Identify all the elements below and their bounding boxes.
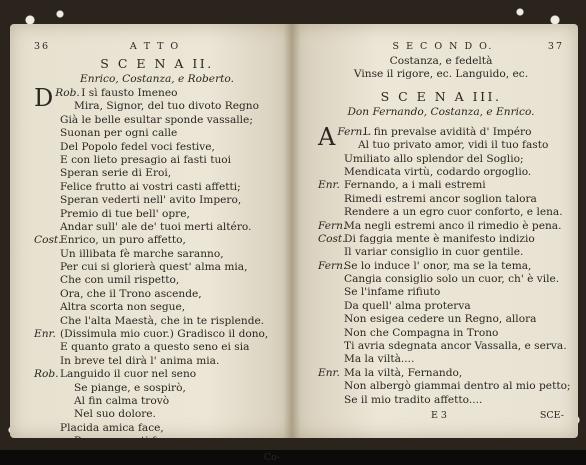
verse-text: Suonan per ogni calle (60, 127, 178, 140)
verse-line (318, 179, 564, 192)
scene-persons: Don Fernando, Costanza, e Enrico. (347, 105, 535, 118)
verse-text: Altra scorta non segue, (60, 301, 186, 314)
catchword: SCE- (539, 409, 564, 421)
verse-lines (318, 122, 571, 407)
right-page (292, 24, 578, 438)
verse-line (318, 394, 564, 407)
scene-title: S C E N A II. (100, 56, 214, 71)
verse-text: Che con umil rispetto, (60, 274, 180, 287)
catchword: Co- (263, 451, 280, 463)
verse-text: Felice frutto ai vostri casti affetti; (60, 180, 241, 193)
verse-text: Cangia consiglio solo un cuor, ch' è vile. (344, 273, 560, 286)
verse-line (34, 328, 280, 341)
running-head: S E C O N D O. (392, 41, 494, 52)
verse-text: (Dissimula mio cuor.) Gradisco il dono, (60, 328, 269, 341)
verse-text: I sì fausto Imeneo (81, 87, 178, 99)
verse-text: E quanto grato a questo seno ei sia (60, 341, 250, 354)
scene-title: S C E N A III. (380, 88, 502, 104)
verse-text: Pace sperar ti fa, (74, 435, 166, 448)
verse-line (34, 221, 280, 234)
verse-line (318, 286, 564, 299)
verse-line (34, 154, 280, 167)
verse-text: Mira, Signor, del tuo divoto Regno (74, 100, 260, 113)
left-page-text (34, 40, 280, 465)
aria-ending (318, 55, 564, 82)
verse-text: Umiliato allo splendor del Soglio; (344, 152, 524, 165)
verse-text: Un illibata fè marche saranno, (60, 247, 224, 260)
verse-line (34, 435, 280, 448)
verse-text: In breve tel dirà l' anima mia. (60, 354, 220, 367)
verse-text: Non esigea cedere un Regno, allora (344, 313, 537, 326)
verse-line (34, 194, 280, 207)
verse-line (318, 300, 564, 313)
verse-line (318, 313, 564, 326)
verse-line (318, 260, 564, 273)
verse-text: Rendere a un egro cuor conforto, e lena. (344, 206, 563, 219)
verse-line (34, 261, 280, 274)
verse-line (34, 208, 280, 221)
speaker-label: Enr. (318, 366, 340, 379)
verse-text: Se il mio tradito affetto.... (344, 393, 483, 406)
verse-text: Fernando, a i mali estremi (344, 179, 486, 192)
verse-text: Ma la viltà, Fernando, (344, 366, 463, 379)
verse-line (34, 248, 280, 261)
verse-line (34, 355, 280, 368)
speaker-label: Cost. (34, 234, 62, 247)
verse-line (318, 55, 564, 68)
verse-line (34, 274, 280, 287)
verse-line (318, 68, 564, 81)
speaker-label: Enr. (34, 328, 56, 341)
verse-text: Speran vederti nell' avito Impero, (60, 194, 242, 207)
speaker-label: Enr. (318, 179, 340, 192)
verse-line (318, 380, 571, 393)
verse-line (318, 353, 564, 366)
verse-line (34, 422, 280, 435)
page-number: 36 (34, 41, 51, 52)
verse-line (318, 340, 567, 353)
verse-text: Nel suo dolore. (74, 408, 156, 421)
verse-text: Del Popolo fedel voci festive, (60, 140, 215, 153)
verse-line (318, 273, 564, 286)
speaker-label: Fern. (337, 125, 366, 138)
verse-text: L fin prevalse avidità d' Impéro (363, 125, 532, 138)
verse-text: Da quell' alma proterva (344, 299, 471, 312)
verse-line (318, 220, 564, 233)
verse-text: Al tuo privato amor, vidi il tuo fasto (358, 139, 549, 152)
speaker-label: Rob. (34, 368, 59, 381)
verse-text: Placida amica face, (60, 421, 164, 434)
verse-line (34, 368, 280, 381)
verse-text: Mendicata virtù, codardo orgoglio. (344, 165, 532, 178)
signature-mark: E 3 (430, 409, 447, 421)
verse-line (34, 341, 280, 354)
verse-line (318, 153, 564, 166)
verse-text: Se lo induce l' onor, ma se la tema, (344, 259, 532, 272)
verse-line (318, 246, 564, 259)
verse-text: Premio di tue bell' opre, (60, 207, 190, 220)
drop-cap: D (34, 84, 54, 112)
speaker-label: Cost. (318, 232, 346, 245)
verse-line (318, 193, 564, 206)
drop-cap: A (318, 122, 336, 151)
verse-text: Di faggia mente è manifesto indizio (344, 232, 535, 245)
verse-line (34, 382, 280, 395)
speaker-label: Rob. (55, 87, 80, 99)
verse-text: Che l'alta Maestà, che in te risplende. (60, 314, 265, 327)
verse-text: Al fin calma trovò (74, 394, 170, 407)
verse-line (34, 288, 280, 301)
verse-text: Speran serie di Eroi, (60, 167, 172, 180)
verse-line (34, 181, 280, 194)
verse-text: Se l'infame rifiuto (344, 286, 441, 299)
verse-text: Ti avria sdegnata ancor Vassalla, e serva. (344, 340, 567, 353)
speaker-label: Fern. (318, 219, 347, 232)
verse-text: Ma negli estremi anco il rimedio è pena. (344, 219, 562, 232)
verse-text: Non albergò giammai dentro al mio petto; (344, 380, 571, 393)
verse-text: Per cui si glorierà quest' alma mia, (60, 261, 248, 274)
scene-persons: Enrico, Costanza, e Roberto. (80, 73, 234, 85)
speaker-label: Fern. (318, 259, 347, 272)
verse-line (34, 234, 280, 247)
verse-line (34, 395, 280, 408)
verse-text: Languido il cuor nel seno (60, 368, 197, 381)
verse-line (318, 327, 564, 340)
verse-line (34, 408, 280, 421)
verse-line (34, 114, 280, 127)
right-header (318, 40, 564, 55)
verse-line (34, 127, 280, 140)
verse-line (34, 141, 280, 154)
verse-line (318, 139, 564, 152)
verse-text: E con lieto presagio ai fasti tuoi (60, 153, 232, 166)
verse-line (34, 301, 280, 314)
verse-text: Il variar consiglio in cuor gentile. (344, 246, 524, 259)
right-page-text (318, 40, 571, 423)
page-number: 37 (547, 41, 564, 52)
verse-text: Costanza, e fedeltà (389, 55, 493, 67)
verse-line (318, 367, 564, 380)
verse-line (34, 167, 280, 180)
verse-text: Ma la viltà.... (344, 353, 415, 366)
verse-line (34, 315, 280, 328)
verse-text: Vinse il rigore, ec. Languido, ec. (353, 68, 529, 81)
verse-lines (34, 84, 280, 449)
right-footer (318, 409, 564, 423)
verse-line (318, 166, 564, 179)
verse-line (318, 233, 564, 246)
verse-text: Enrico, un puro affetto, (60, 234, 186, 247)
verse-text: Già le belle esultar sponde vassalle; (60, 113, 253, 126)
left-header (34, 40, 280, 55)
verse-text: Andar sull' ale de' tuoi merti altéro. (60, 220, 252, 233)
verse-text: Se piange, e sospirò, (74, 381, 186, 394)
verse-text: Non che Compagna in Trono (344, 326, 499, 339)
running-head: A T T O (129, 41, 181, 52)
verse-text: Ora, che il Trono ascende, (60, 287, 202, 300)
verse-line (318, 206, 564, 219)
left-page (10, 24, 292, 463)
left-footer (34, 451, 280, 465)
verse-line (34, 100, 280, 113)
verse-text: Rimedi estremi ancor soglion talora (344, 192, 537, 205)
